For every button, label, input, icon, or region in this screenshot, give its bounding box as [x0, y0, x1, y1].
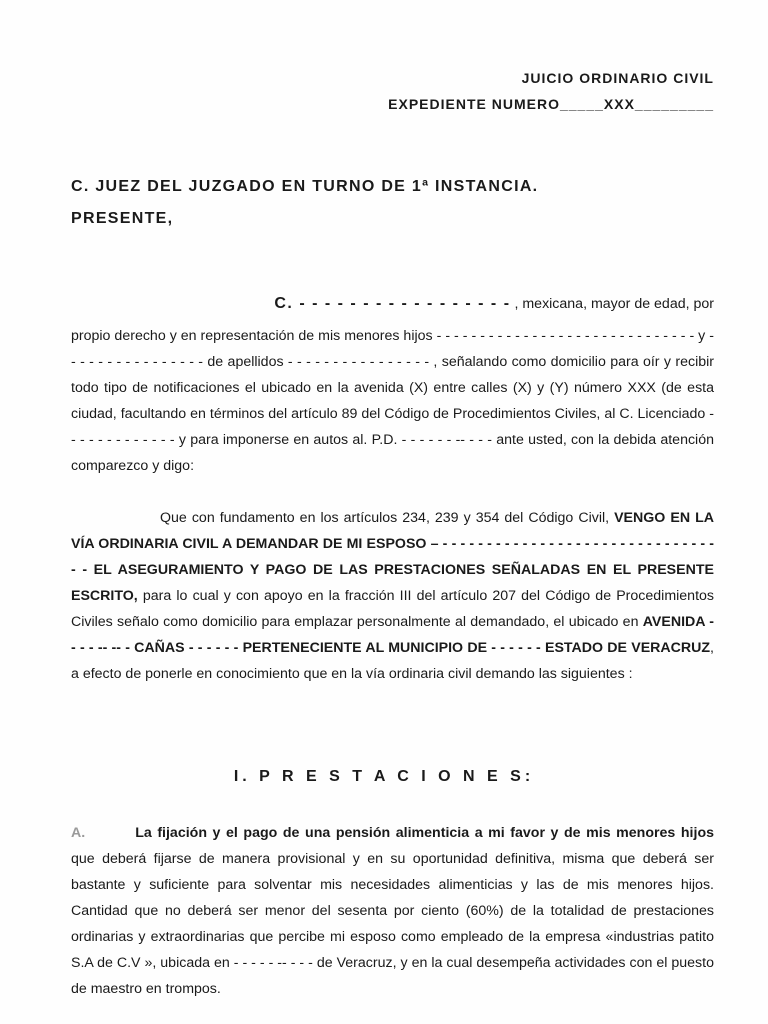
prestacion-a-bold: La fijación y el pago de una pensión alimenticia a mi favor y de mis menores hijos — [135, 825, 714, 841]
prestacion-a-text: que deberá fijarse de manera provisional y en su oportunidad definitiva, misma que deberá ser bastante y suficiente para solventar mis necesidades alimenticias y las de mis menores hijos. Cantidad que no deberá ser menor del sesenta por ciento (60%) de la totalidad de prestaciones ordinarias y extraordinarias que percibe mi esposo como empleado de la empresa «industrias patito S.A de C.V », ubicada en - - - - - -- - - - de Veracruz, y en la cual desempeña actividades con el puesto de maestro en trompos. — [71, 851, 714, 997]
demand-address: AVENIDA - - - - -- -- - CAÑAS - - - - - - PERTENECIENTE AL MUNICIPIO DE - - - - - - ESTADO DE VERACRUZ — [71, 614, 714, 656]
prestacion-a — [71, 820, 714, 1002]
case-number: EXPEDIENTE NUMERO_____XXX_________ — [388, 96, 714, 112]
judge-address: C. JUEZ DEL JUZGADO EN TURNO DE 1ª INSTANCIA. — [71, 178, 539, 195]
plaintiff-name: C. - - - - - - - - - - - - - - - - - — [274, 295, 511, 312]
prestacion-letter: A. — [71, 825, 86, 841]
demand-paragraph — [71, 505, 714, 687]
presente: PRESENTE, — [71, 210, 174, 227]
plaintiff-line — [71, 295, 714, 313]
plaintiff-desc: , mexicana, mayor de edad, por — [510, 296, 714, 312]
demand-basis: Que con fundamento en los artículos 234, 239 y 354 del Código Civil, — [160, 510, 615, 526]
section-title: I. P R E S T A C I O N E S: — [233, 768, 535, 785]
demand-closing: , a efecto de ponerle en conocimiento que en la vía ordinaria civil demando las siguientes : — [71, 640, 714, 682]
demand-claim: VENGO EN LA VÍA ORDINARIA CIVIL A DEMANDAR DE MI ESPOSO – - - - - - - - - - - - - - - - - - - - - - - - - - - - - - - - - - EL ASEGURAMIENTO Y PAGO DE LAS PRESTACIONES SEÑALADAS EN EL PRESENTE ESCRITO, — [71, 510, 714, 604]
intro-paragraph: propio derecho y en representación de mis menores hijos - - - - - - - - - - - - - - - - - - - - - - - - - - - - - - y - - - - - - - - - - - - - - - - de apellidos - - - - - - - - - - - - - - - - , señalando como domicilio para oír y recibir todo tipo de notificaciones el ubicado en la avenida (X) entre calles (X) y (Y) número XXX (de esta ciudad, facultando en términos del artículo 89 del Código de Procedimientos Civiles, al C. Licenciado - - - - - - - - - - - - - y para imponerse en autos al. P.D. - - - - - - -- - - - ante usted, con la debida atención comparezco y digo: — [71, 328, 714, 474]
case-type: JUICIO ORDINARIO CIVIL — [521, 70, 714, 86]
demand-domicile: para lo cual y con apoyo en la fracción III del artículo 207 del Código de Procedimientos Civiles señalo como domicilio para emplazar personalmente al demandado, el ubicado en — [71, 588, 714, 630]
